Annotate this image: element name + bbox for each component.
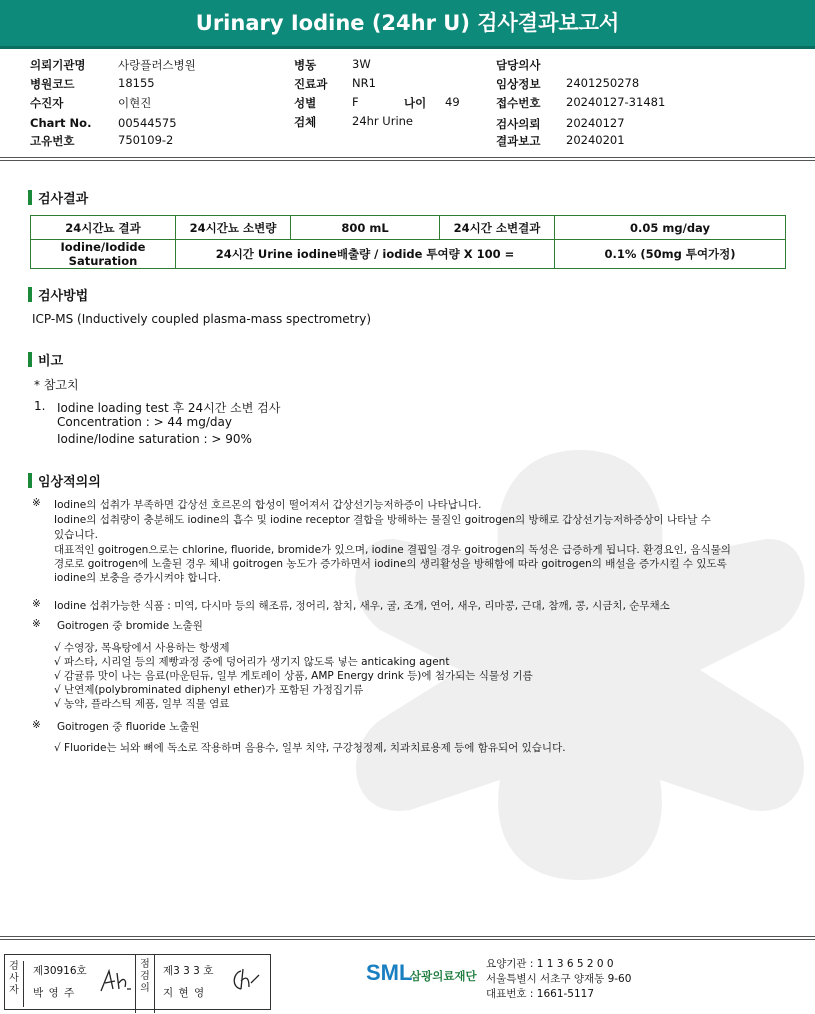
info-label: 병원코드 <box>30 77 75 91</box>
bullet: ※ <box>32 719 41 731</box>
clinical-list-item: √ 농약, 플라스틱 제품, 일부 직물 염료 <box>54 698 230 710</box>
info-value: 20240127-31481 <box>566 95 666 109</box>
info-value: F <box>352 95 359 109</box>
method-text: ICP-MS (Inductively coupled plasma-mass spectrometry) <box>32 312 372 326</box>
bullet: ※ <box>32 497 41 509</box>
section-note-heading: 비고 <box>28 350 63 369</box>
clinical-line: 대표적인 goitrogen으로는 chlorine, fluoride, bromide가 있으며, iodine 결핍일 경우 goitrogen의 독성은 급증하게 됩니다. 환경요인, 음식물의 <box>54 544 731 556</box>
info-label: 검체 <box>294 115 317 129</box>
footer <box>0 950 815 1014</box>
table-cell: 24시간뇨 소변량 <box>176 216 291 240</box>
table-row <box>31 216 786 240</box>
divider <box>0 157 815 158</box>
section-clinical-heading: 임상적의의 <box>28 471 101 490</box>
clinical-list-item: √ 감귤류 맛이 나는 음료(마운틴듀, 일부 게토레이 상품, AMP Energy drink 등)에 첨가되는 식물성 기름 <box>54 670 533 682</box>
footer-line: 서울특별시 서초구 양재동 9-60 <box>486 973 632 985</box>
divider <box>0 936 815 937</box>
info-label: 수진자 <box>30 96 64 110</box>
clinical-list-item: √ 파스타, 시리얼 등의 제빵과정 중에 덩어리가 생기지 않도록 넣는 anticaking agent <box>54 656 450 668</box>
info-label: 담당의사 <box>496 58 541 72</box>
table-cell: 0.05 mg/day <box>555 216 786 240</box>
inspector-name: 박 영 주 <box>33 987 76 999</box>
clinical-list-item: √ Fluoride는 뇌와 뼈에 독소로 작용하며 음용수, 일부 치약, 구강청정제, 치과치료용제 등에 함유되어 있습니다. <box>54 742 566 754</box>
bullet: ※ <box>32 598 41 610</box>
table-row <box>31 240 786 269</box>
clinical-line: 있습니다. <box>54 529 98 541</box>
inspector-label: 검사자 <box>5 961 24 1007</box>
clinical-subheading: Goitrogen 중 bromide 노출원 <box>57 620 203 632</box>
info-value: 18155 <box>118 76 155 90</box>
info-value: 사랑플러스병원 <box>118 58 196 72</box>
info-label: 접수번호 <box>496 96 541 110</box>
clinical-line: 경로로 goitrogen에 노출된 경우 체내 goitrogen 농도가 증가하면서 iodine의 생리활성을 방해함에 따라 goitrogen의 배설을 증가시킬 수 있도록 <box>54 558 727 570</box>
table-cell: Iodine/Iodide Saturation <box>31 240 176 269</box>
footer-line: 대표번호 : 1661-5117 <box>486 988 595 1000</box>
info-value: 2401250278 <box>566 76 640 90</box>
inspector-license: 제30916호 <box>33 965 87 977</box>
org-name: 삼광의료재단 <box>410 969 477 983</box>
clinical-line: Iodine의 섭취량이 충분해도 iodine의 흡수 및 iodine receptor 결합을 방해하는 물질인 goitrogen의 방해로 갑상선기능저하증상이 나타날 수 <box>54 514 711 526</box>
reference-label: * 참고치 <box>34 378 79 392</box>
divider <box>0 939 815 940</box>
info-label: 임상정보 <box>496 77 541 91</box>
sml-logo: SML <box>366 960 413 985</box>
footer-line: 요양기관 : 1 1 3 6 5 2 0 0 <box>486 958 614 970</box>
info-label: Chart No. <box>30 116 92 130</box>
divider <box>0 160 815 161</box>
info-label: 결과보고 <box>496 134 541 148</box>
report-title: Urinary Iodine (24hr U) 검사결과보고서 <box>0 0 815 49</box>
table-cell: 24시간뇨 결과 <box>31 216 176 240</box>
info-value: NR1 <box>352 76 376 90</box>
info-value: 20240127 <box>566 116 625 130</box>
info-value: 00544575 <box>118 116 177 130</box>
info-value: 20240201 <box>566 133 625 147</box>
clinical-line: Iodine의 섭취가 부족하면 갑상선 호르몬의 합성이 떨어져서 갑상선기능저하증이 나타납니다. <box>54 499 482 511</box>
reviewer-label: 점검의 <box>135 955 155 1013</box>
note-line: Iodine/Iodine saturation : > 90% <box>57 432 252 446</box>
info-label: 성별 <box>294 96 317 110</box>
note-number: 1. <box>34 399 46 413</box>
info-label: 검사의뢰 <box>496 117 541 131</box>
clinical-line: Iodine 섭취가능한 식품 : 미역, 다시마 등의 해조류, 정어리, 참치, 새우, 굴, 조개, 연어, 새우, 리마콩, 근대, 참깨, 콩, 시금치, 순무채소 <box>54 600 670 612</box>
section-result-heading: 검사결과 <box>28 188 88 207</box>
signature-box <box>4 954 271 1010</box>
info-label: 고유번호 <box>30 134 75 148</box>
inspector-signature <box>97 967 133 995</box>
note-line: Concentration : > 44 mg/day <box>57 415 232 429</box>
reviewer-license: 제3 3 3 호 <box>163 965 214 977</box>
clinical-list-item: √ 난연제(polybrominated diphenyl ether)가 포함된 가정집기류 <box>54 684 364 696</box>
reviewer-name: 지 현 영 <box>163 987 206 999</box>
info-value: 이현진 <box>118 96 152 110</box>
info-label: 병동 <box>294 58 317 72</box>
clinical-subheading: Goitrogen 중 fluoride 노출원 <box>57 721 200 733</box>
info-label: 나이 <box>404 96 427 110</box>
patient-info <box>0 55 815 155</box>
info-value: 24hr Urine <box>352 114 414 128</box>
table-cell: 0.1% (50mg 투여가정) <box>555 240 786 269</box>
clinical-line: iodine의 보충을 증가시켜야 합니다. <box>54 572 222 584</box>
info-value: 3W <box>352 57 371 71</box>
table-cell: 24시간 소변결과 <box>440 216 555 240</box>
clinical-list-item: √ 수영장, 목욕탕에서 사용하는 항생제 <box>54 642 230 654</box>
section-method-heading: 검사방법 <box>28 285 88 304</box>
info-label: 의뢰기관명 <box>30 58 86 72</box>
reviewer-signature <box>227 965 263 995</box>
note-line: Iodine loading test 후 24시간 소변 검사 <box>57 401 281 415</box>
result-table <box>30 215 786 269</box>
bullet: ※ <box>32 618 41 630</box>
table-cell: 24시간 Urine iodine배출량 / iodide 투여량 X 100 = <box>176 240 555 269</box>
info-label: 진료과 <box>294 77 328 91</box>
info-value: 750109-2 <box>118 133 174 147</box>
table-cell: 800 mL <box>291 216 440 240</box>
info-value: 49 <box>445 95 460 109</box>
